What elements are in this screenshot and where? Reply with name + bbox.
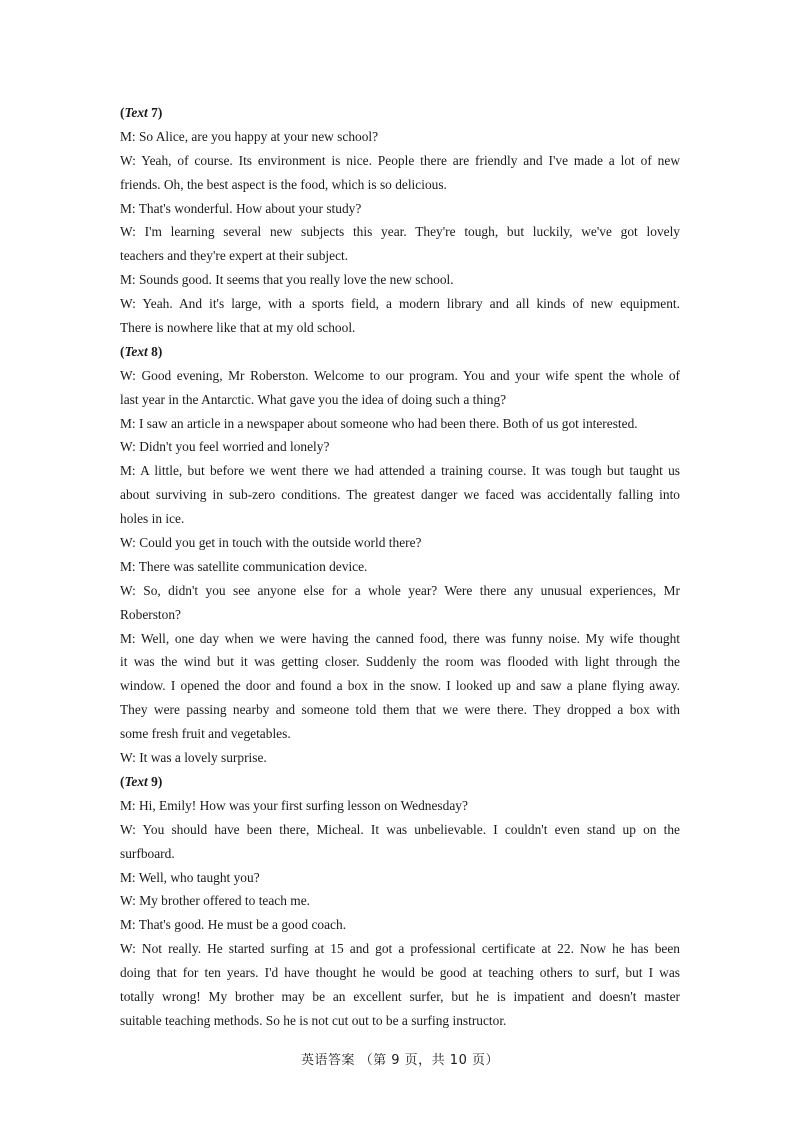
dialogue-line: M: That's wonderful. How about your study?	[120, 200, 362, 216]
dialogue-line: M: That's good. He must be a good coach.	[120, 917, 347, 933]
dialogue-line: W: Good evening, Mr Roberston. Welcome to our program. You and your wife spent the whole of	[120, 367, 680, 383]
dialogue-line: W: Yeah, of course. Its environment is nice. People there are friendly and I've made a lot of new	[120, 152, 680, 168]
dialogue-line: W: Yeah. And it's large, with a sports field, a modern library and all kinds of new equipment.	[120, 296, 680, 312]
dialogue-line: M: Well, one day when we were having the canned food, there was funny noise. My wife thought	[120, 630, 680, 646]
dialogue-line: suitable teaching methods. So he is not cut out to be a surfing instructor.	[120, 1012, 507, 1028]
dialogue-line: W: Didn't you feel worried and lonely?	[120, 439, 330, 455]
dialogue-line: M: Hi, Emily! How was your first surfing lesson on Wednesday?	[120, 797, 468, 813]
dialogue-line: M: I saw an article in a newspaper about someone who had been there. Both of us got interested.	[120, 415, 638, 431]
section-heading: (Text 8)	[120, 343, 163, 359]
dialogue-line: W: My brother offered to teach me.	[120, 893, 310, 909]
section-text-7	[120, 101, 680, 340]
dialogue-line: teachers and they're expert at their subject.	[120, 248, 349, 264]
dialogue-line: They were passing nearby and someone told them that we were there. They dropped a box with	[120, 702, 680, 718]
dialogue-line: W: I'm learning several new subjects this year. They're tough, but luckily, we've got lovely	[120, 224, 680, 240]
dialogue-line: W: So, didn't you see anyone else for a whole year? Were there any unusual experiences, Mr	[120, 582, 680, 598]
dialogue-line: W: You should have been there, Micheal. It was unbelievable. I couldn't even stand up on the	[120, 821, 680, 837]
dialogue-line: There is nowhere like that at my old school.	[120, 320, 356, 336]
dialogue-line: M: There was satellite communication device.	[120, 558, 368, 574]
dialogue-line: about surviving in sub-zero conditions. The greatest danger we faced was accidentally falling into	[120, 487, 680, 503]
dialogue-line: it was the wind but it was getting closer. Suddenly the room was flooded with light through the	[120, 654, 680, 670]
dialogue-line: W: Could you get in touch with the outside world there?	[120, 535, 422, 551]
transcript-page	[120, 101, 680, 1033]
section-heading: (Text 7)	[120, 105, 163, 120]
dialogue-line: M: Sounds good. It seems that you really love the new school.	[120, 272, 454, 288]
dialogue-line: W: Not really. He started surfing at 15 and got a professional certificate at 22. Now he has been	[120, 941, 680, 957]
dialogue-line: totally wrong! My brother may be an excellent surfer, but he is impatient and doesn't master	[120, 988, 680, 1004]
dialogue-line: Roberston?	[120, 606, 181, 622]
dialogue-line: M: So Alice, are you happy at your new school?	[120, 128, 379, 144]
dialogue-line: W: It was a lovely surprise.	[120, 750, 267, 766]
dialogue-line: some fresh fruit and vegetables.	[120, 726, 291, 742]
section-text-8	[120, 340, 680, 770]
dialogue-line: surfboard.	[120, 845, 175, 861]
dialogue-line: holes in ice.	[120, 511, 185, 527]
page-footer: 英语答案 （第 9 页，共 10 页）	[301, 1053, 499, 1068]
dialogue-line: window. I opened the door and found a box in the snow. I looked up and saw a plane flying away.	[120, 678, 680, 694]
section-heading: (Text 9)	[120, 773, 163, 789]
section-text-9	[120, 770, 680, 1033]
dialogue-line: M: A little, but before we went there we had attended a training course. It was tough but taught us	[120, 463, 680, 479]
dialogue-line: friends. Oh, the best aspect is the food, which is so delicious.	[120, 176, 447, 192]
dialogue-line: doing that for ten years. I'd have thought he would be good at teaching others to surf, but I was	[120, 965, 680, 981]
dialogue-line: last year in the Antarctic. What gave you the idea of doing such a thing?	[120, 391, 507, 407]
dialogue-line: M: Well, who taught you?	[120, 869, 260, 885]
